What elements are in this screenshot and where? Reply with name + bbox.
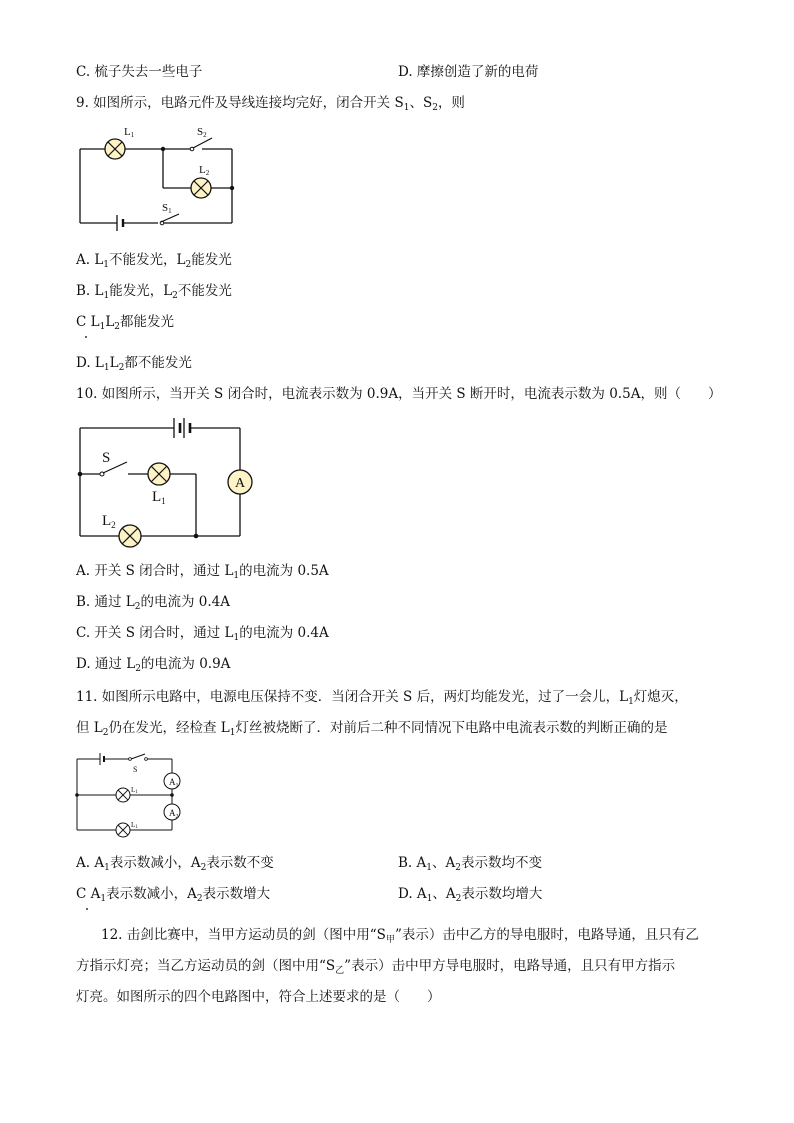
q9-battery bbox=[117, 215, 123, 231]
svg-text:A1: $A_1$ bbox=[169, 777, 179, 789]
q11-lamp-bottom bbox=[116, 823, 130, 837]
q10-label-s: S bbox=[102, 450, 111, 466]
q10-option-b: B. 通过 $L_2$的电流为 0.4A bbox=[76, 594, 231, 612]
q11-option-b: B. $A_1$、$A_2$表示数均不变 bbox=[398, 855, 542, 873]
q11-junction-dot bbox=[170, 793, 174, 797]
q10-option-d: D. 通过 $L_2$的电流为 0.9A bbox=[76, 656, 231, 674]
q9-label-s2: S2 bbox=[197, 126, 207, 139]
q12-stem-line-2: 方指示灯亮；当乙方运动员的剑（图中用“$S_乙$”表示）击中甲方导电服时，电路导通，且只有甲方指示 bbox=[76, 958, 676, 976]
q9-option-d: D. $L_1L_2$都不能发光 bbox=[76, 355, 192, 373]
q10-lamp-l1 bbox=[148, 463, 170, 485]
q9-label-s1: S1 bbox=[162, 202, 172, 215]
q11-option-c: C $A_1$表示数减小，$A_2$表示数增大 bbox=[76, 886, 271, 904]
q10-label-l2: $L_2$ bbox=[102, 513, 116, 530]
q9-label-l2: L2 bbox=[199, 164, 210, 177]
q12-stem-line-3: 灯亮。如图所示的四个电路图中，符合上述要求的是（ ） bbox=[76, 989, 441, 1005]
q10-lamp-l2 bbox=[119, 525, 141, 547]
q10-junction-dot bbox=[78, 472, 83, 477]
q9-lamp-l1 bbox=[105, 139, 125, 159]
q11-lamp-top bbox=[116, 788, 130, 802]
q11-label-lamp-bottom: L1 bbox=[131, 821, 138, 830]
q8-option-d: D. 摩擦创造了新的电荷 bbox=[398, 64, 539, 80]
q10-circuit-diagram bbox=[72, 412, 252, 552]
q11-battery bbox=[100, 753, 104, 765]
q10-label-l1: $L_1$ bbox=[152, 489, 166, 506]
q11-switch-s bbox=[129, 754, 148, 760]
q9-option-c: C $L_1L_2$都能发光 bbox=[76, 314, 175, 332]
svg-text:A: A bbox=[234, 476, 246, 491]
q10-junction-dot bbox=[194, 534, 199, 539]
q10-ammeter bbox=[228, 470, 252, 494]
q10-option-c: C. 开关 S 闭合时，通过 $L_1$的电流为 0.4A bbox=[76, 625, 329, 643]
q11-option-d: D. $A_1$、$A_2$表示数均增大 bbox=[398, 886, 543, 904]
q10-option-a: A. 开关 S 闭合时，通过 $L_1$的电流为 0.5A bbox=[76, 563, 329, 581]
q11-ammeter-a2 bbox=[164, 804, 180, 820]
q11-label-lamp-top: L1 bbox=[131, 786, 138, 795]
q11-junction-dot bbox=[75, 793, 79, 797]
q11-circuit-diagram bbox=[72, 750, 192, 840]
stray-dot bbox=[85, 336, 87, 338]
q10-stem: 10. 如图所示，当开关 S 闭合时，电流表示数为 0.9A，当开关 S 断开时，电流表示数为 0.5A，则（ ） bbox=[76, 386, 722, 402]
q11-option-a: A. $A_1$表示数减小，$A_2$表示数不变 bbox=[76, 855, 274, 873]
q12-stem-line-1: 12. 击剑比赛中，当甲方运动员的剑（图中用“$S_甲$”表示）击中乙方的导电服时，电路导通，且只有乙 bbox=[101, 927, 699, 945]
q11-stem-line-2: 但 $L_2$仍在发光，经检查 $L_1$灯丝被烧断了．对前后二种不同情况下电路中电流表示数的判断正确的是 bbox=[76, 720, 668, 738]
stray-dot bbox=[86, 908, 88, 910]
q10-battery bbox=[174, 418, 190, 438]
q11-ammeter-a1 bbox=[164, 773, 180, 789]
q9-label-l1: L1 bbox=[124, 126, 135, 139]
q8-option-c: C. 梳子失去一些电子 bbox=[76, 64, 203, 80]
q11-stem-line-1: 11. 如图所示电路中，电源电压保持不变．当闭合开关 S 后，两灯均能发光，过了一会儿，$L_1$灯熄灭， bbox=[76, 689, 688, 707]
q9-stem: 9. 如图所示，电路元件及导线连接均完好，闭合开关 $S_1$、$S_2$，则 bbox=[76, 95, 465, 113]
svg-text:A2: $A_2$ bbox=[169, 808, 179, 820]
q9-junction-dot bbox=[161, 147, 165, 151]
q9-circuit-diagram bbox=[70, 122, 245, 232]
q11-label-s: S bbox=[133, 765, 138, 774]
q9-lamp-l2 bbox=[191, 178, 211, 198]
q9-option-a: A. $L_1$不能发光，$L_2$能发光 bbox=[76, 252, 232, 270]
q9-option-b: B. $L_1$能发光，$L_2$不能发光 bbox=[76, 283, 232, 301]
q9-junction-dot bbox=[230, 186, 234, 190]
